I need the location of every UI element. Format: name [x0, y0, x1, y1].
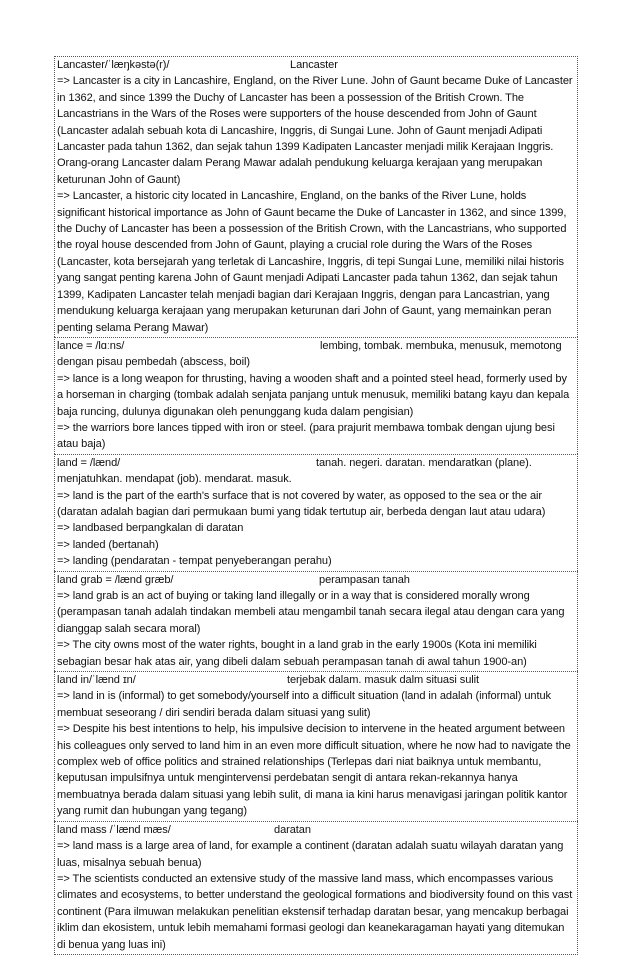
example: => Despite his best intentions to help, his impulsive decision to intervene in the heated argument between his colleagues only served to land him in an even more difficult situation, where he now had to navigate the complex web of office politics and strained relationships (Terlepas dari niat baiknya untuk membantu, keputusan impulsifnya untuk mengintervensi perdebatan sengit di antara rekan-rekannya hanya membuatnya berada dalam situasi yang lebih sulit, di mana ia kini harus menavigasi jaringan politik kantor yang rumit dan hubungan yang tegang) — [57, 723, 571, 818]
definition: => land is the part of the earth's surface that is not covered by water, as opposed to the sea or the air (daratan adalah bagian dari permukaan bumi yang tidak tertutup air, berbeda dengan laut atau udara) — [57, 489, 546, 518]
entry-header — [57, 57, 575, 73]
entry-land-mass — [54, 821, 578, 955]
headword: land mass /ˈlænd mæs/ — [57, 823, 171, 836]
definition: => land grab is an act of buying or taking land illegally or in a way that is considered morally wrong (perampasan tanah adalah tindakan membeli atau mengambil tanah secara ilegal atau dengan cara yang dianggap salah secara moral) — [57, 590, 565, 635]
translation: tanah. negeri. daratan. mendaratkan (plane). menjatuhkan. mendapat (job). mendarat. masuk. — [57, 456, 532, 486]
derived-term: => landing (pendaratan - tempat penyeberangan perahu) — [57, 555, 332, 568]
headword: land = /lænd/ — [57, 456, 121, 469]
entry-header — [57, 822, 575, 838]
translation: terjebak dalam. masuk dalm situasi sulit — [287, 674, 480, 687]
headword: land in/ˈlænd ɪn/ — [57, 674, 136, 687]
example: => the warriors bore lances tipped with iron or steel. (para prajurit membawa tombak dengan ujung besi atau baja) — [57, 421, 555, 451]
entry-lancaster — [54, 56, 578, 337]
translation: perampasan tanah — [319, 573, 410, 586]
entry-lance — [54, 337, 578, 454]
example: => The scientists conducted an extensive study of the massive land mass, which encompasses various climates and ecosystems, to better understand the geological formations and biodiversity found on this vast continent (Para ilmuwan melakukan penelitian ekstensif terhadap daratan besar, yang mencakup berbagai iklim dan ekosistem, untuk lebih memahami formasi geologi dan keanekaragaman hayati yang ditemukan di benua yang luas ini) — [57, 872, 573, 951]
entry-land-grab — [54, 571, 578, 671]
example: => Lancaster, a historic city located in Lancashire, England, on the banks of the River Lune, holds significant historical importance as John of Gaunt became the Duke of Lancaster in 1362, and since 1399, the Duchy of Lancaster has been a possession of the British Crown, with the Lancastrians, who supported the royal house descended from John of Gaunt, playing a crucial role during the Wars of the Roses (Lancaster, kota bersejarah yang terletak di Lancashire, Inggris, di tepi Sungai Lune, memiliki nilai historis yang sangat penting karena John of Gaunt menjadi Adipati Lancaster pada tahun 1362, dan sejak tahun 1399, Kadipaten Lancaster telah menjadi bagian dari Kerajaan Inggris, dengan para Lancastrian, yang mendukung keluarga kerajaan yang merupakan keturunan dari John of Gaunt, yang memainkan peran penting selama Perang Mawar) — [57, 190, 567, 334]
entry-land-in — [54, 671, 578, 821]
entry-header — [57, 572, 575, 588]
derived-term: => landbased berpangkalan di daratan — [57, 522, 244, 535]
translation: lembing, tombak. membuka, menusuk, memotong dengan pisau pembedah (abscess, boil) — [57, 339, 562, 369]
definition: => lance is a long weapon for thrusting, having a wooden shaft and a pointed steel head, formerly used by a horseman in charging (tombak adalah senjata panjang untuk menusuk, memiliki batang kayu dan kepala baja runcing, dulunya digunakan oleh penunggang kuda dalam pengisian) — [57, 372, 570, 418]
definition: => land in is (informal) to get somebody/yourself into a difficult situation (land in adalah (informal) untuk membuat seseorang / diri sendiri berada dalam situasi yang sulit) — [57, 690, 551, 719]
headword: land grab = /lænd græb/ — [57, 573, 174, 586]
translation: daratan — [274, 823, 311, 836]
dictionary-page — [54, 56, 578, 955]
entry-header — [57, 672, 575, 688]
translation: Lancaster — [290, 59, 338, 71]
headword: lance = /lɑːns/ — [57, 339, 125, 352]
entry-header — [57, 338, 575, 371]
example: => The city owns most of the water rights, bought in a land grab in the early 1900s (Kota ini memiliki sebagian besar hak atas air, yang dibeli dalam sebuah perampasan tanah di awal tahun 1900-an) — [57, 639, 537, 668]
definition: => Lancaster is a city in Lancashire, England, on the River Lune. John of Gaunt became Duke of Lancaster in 1362, and since 1399 the Duchy of Lancaster has been a possession of the British Crown. The Lancastrians in the Wars of the Roses were supporters of the house descended from John of Gaunt (Lancaster adalah sebuah kota di Lancashire, Inggris, di Sungai Lune. John of Gaunt menjadi Adipati Lancaster pada tahun 1362, dan sejak tahun 1399 Kadipaten Lancaster menjadi milik Kerajaan Inggris. Orang-orang Lancaster dalam Perang Mawar adalah pendukung keluarga kerajaan yang merupakan keturunan John of Gaunt) — [57, 75, 573, 186]
entry-land — [54, 454, 578, 571]
entry-header — [57, 455, 575, 488]
headword: Lancaster/ˈlæŋkəstə(r)/ — [57, 59, 170, 71]
definition: => land mass is a large area of land, for example a continent (daratan adalah suatu wilayah daratan yang luas, misalnya sebuah benua) — [57, 840, 564, 869]
derived-term: => landed (bertanah) — [57, 538, 159, 551]
